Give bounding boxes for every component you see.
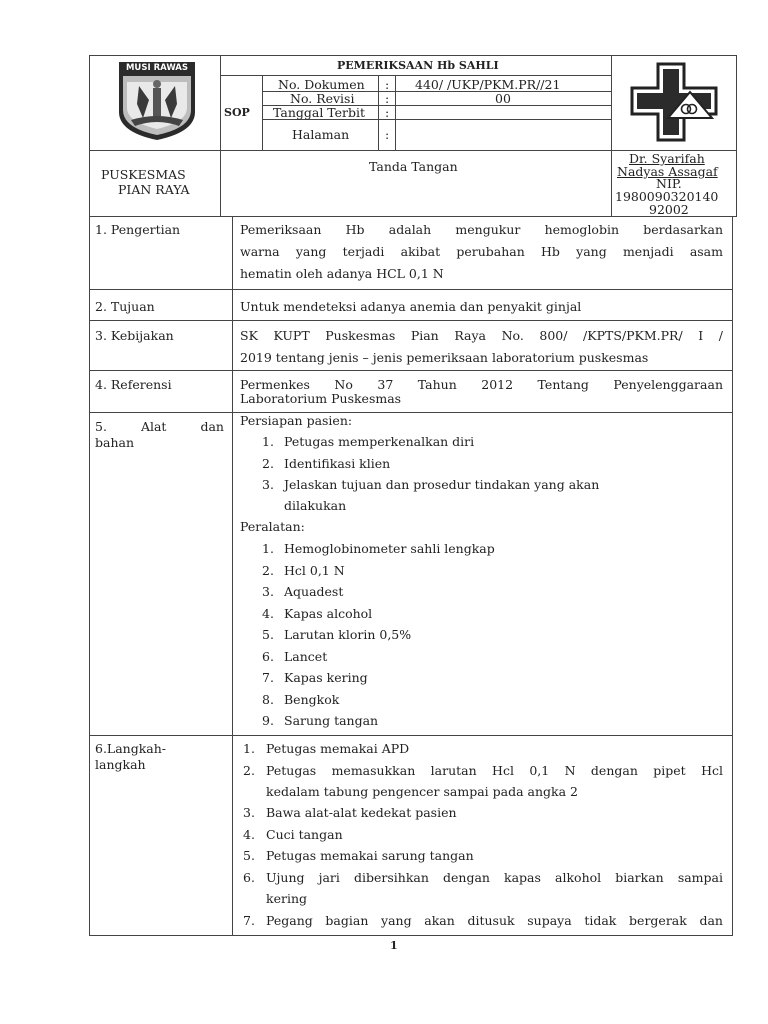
list-item-number: 6. (243, 870, 255, 885)
list-item: Larutan klorin 0,5% (284, 627, 412, 642)
list-item-number: 6. (262, 649, 274, 664)
org-name-line2: PIAN RAYA (118, 182, 190, 197)
signer-nip-label: NIP. (656, 176, 682, 191)
peralatan-heading: Peralatan: (240, 519, 305, 534)
list-item: Petugas memasukkan larutan Hcl 0,1 N dengan pipet Hcl (266, 763, 723, 778)
health-cross-icon (628, 62, 720, 142)
list-item-number: 8. (262, 692, 274, 707)
list-item-number: 1. (262, 434, 274, 449)
label-referensi: 4. Referensi (95, 377, 172, 392)
musi-rawas-logo (117, 60, 197, 142)
list-item: Cuci tangan (266, 827, 343, 842)
list-item-number: 7. (243, 913, 255, 928)
page-number: 1 (390, 939, 398, 952)
col-divider-body (232, 216, 233, 936)
logo-text: MUSI RAWAS (125, 63, 189, 73)
border-left (89, 55, 90, 936)
list-item: Hcl 0,1 N (284, 563, 345, 578)
border-row3-bottom (89, 370, 733, 371)
label-pengertian: 1. Pengertian (95, 222, 181, 237)
meta-label-tanggal: Tanggal Terbit (273, 105, 366, 120)
list-item-continuation: dilakukan (284, 498, 347, 513)
list-item: Ujung jari dibersihkan dengan kapas alkohol biarkan sampai (266, 870, 723, 885)
meta-label-dokumen: No. Dokumen (278, 77, 365, 92)
meta-value-dokumen: 440/ /UKP/PKM.PR//21 (415, 77, 561, 92)
list-item-number: 2. (262, 563, 274, 578)
document-title: PEMERIKSAAN Hb SAHLI (337, 59, 499, 72)
list-item: Sarung tangan (284, 713, 379, 728)
col-divider-logo (220, 55, 221, 217)
meta-sep-tanggal: : (385, 105, 390, 120)
col-divider-right (611, 55, 612, 217)
list-item: Lancet (284, 649, 328, 664)
meta-label-halaman: Halaman (292, 127, 350, 142)
label-langkah-line2: langkah (95, 757, 146, 772)
signer-nip-2: 92002 (649, 202, 689, 217)
border-row2-bottom (89, 320, 733, 321)
list-item-number: 3. (262, 477, 274, 492)
sop-divider (262, 75, 263, 151)
list-item: Petugas memakai APD (266, 741, 410, 756)
meta-sep-divider (395, 75, 396, 151)
signer-nip-1: 1980090320140 (615, 189, 719, 204)
list-item-number: 5. (262, 627, 274, 642)
pengertian-line-3: hematin oleh adanya HCL 0,1 N (240, 266, 444, 281)
signer-name-2: Nadyas Assagaf (617, 164, 718, 179)
tujuan-text: Untuk mendeteksi adanya anemia dan penyakit ginjal (240, 299, 582, 314)
list-item-number: 4. (262, 606, 274, 621)
list-item-number: 9. (262, 713, 274, 728)
signer-name-1: Dr. Syarifah (629, 151, 705, 166)
list-item: Petugas memperkenalkan diri (284, 434, 475, 449)
meta-label-divider (378, 75, 379, 151)
label-alat-line2: bahan (95, 435, 135, 450)
border-right-header (736, 55, 737, 217)
list-item: Kapas alcohol (284, 606, 373, 621)
title-bottom (220, 75, 611, 76)
list-item-number: 1. (262, 541, 274, 556)
pengertian-line-1: Pemeriksaan Hb adalah mengukur hemoglobin berdasarkan (240, 222, 723, 237)
border-right-body (732, 216, 733, 936)
meta-value-revisi: 00 (495, 91, 511, 106)
list-item: Bengkok (284, 692, 340, 707)
meta-sep-dokumen: : (385, 77, 390, 92)
label-tujuan: 2. Tujuan (95, 299, 155, 314)
list-item: Pegang bagian yang akan ditusuk supaya tidak bergerak dan (266, 913, 723, 928)
puskesmas-logo (628, 62, 720, 142)
referensi-line-1: Permenkes No 37 Tahun 2012 Tentang Penyelenggaraan (240, 377, 723, 392)
list-item-number: 3. (262, 584, 274, 599)
border-row4-bottom (89, 412, 733, 413)
list-item-continuation: kering (266, 891, 307, 906)
border-row1-bottom (89, 289, 733, 290)
signature-label: Tanda Tangan (369, 159, 458, 174)
list-item: Kapas kering (284, 670, 368, 685)
list-item: Aquadest (284, 584, 344, 599)
kebijakan-line-2: 2019 tentang jenis – jenis pemeriksaan laboratorium puskesmas (240, 350, 649, 365)
meta-sep-halaman: : (385, 127, 390, 142)
list-item-number: 1. (243, 741, 255, 756)
persiapan-heading: Persiapan pasien: (240, 413, 353, 428)
border-top (89, 55, 737, 56)
meta-label-revisi: No. Revisi (290, 91, 355, 106)
referensi-line-2: Laboratorium Puskesmas (240, 391, 402, 406)
list-item: Bawa alat-alat kedekat pasien (266, 805, 457, 820)
sop-label: SOP (224, 106, 250, 119)
list-item-continuation: kedalam tabung pengencer sampai pada angka 2 (266, 784, 578, 799)
list-item: Jelaskan tujuan dan prosedur tindakan yang akan (284, 477, 600, 492)
list-item-number: 3. (243, 805, 255, 820)
meta-sep-revisi: : (385, 91, 390, 106)
border-row5-bottom (89, 735, 733, 736)
org-name-line1: PUSKESMAS (101, 167, 186, 182)
list-item-number: 7. (262, 670, 274, 685)
list-item-number: 2. (262, 456, 274, 471)
list-item-number: 5. (243, 848, 255, 863)
label-kebijakan: 3. Kebijakan (95, 328, 174, 343)
label-alat-line1: 5. Alat dan (95, 419, 224, 434)
list-item: Identifikasi klien (284, 456, 391, 471)
label-langkah-line1: 6.Langkah- (95, 741, 167, 756)
list-item-number: 4. (243, 827, 255, 842)
border-bottom (89, 935, 733, 936)
border-signature-bottom (89, 216, 737, 217)
list-item: Hemoglobinometer sahli lengkap (284, 541, 495, 556)
list-item: Petugas memakai sarung tangan (266, 848, 474, 863)
pengertian-line-2: warna yang terjadi akibat perubahan Hb yang menjadi asam (240, 244, 723, 259)
kebijakan-line-1: SK KUPT Puskesmas Pian Raya No. 800/ /KPTS/PKM.PR/ I / (240, 328, 723, 343)
list-item-number: 2. (243, 763, 255, 778)
